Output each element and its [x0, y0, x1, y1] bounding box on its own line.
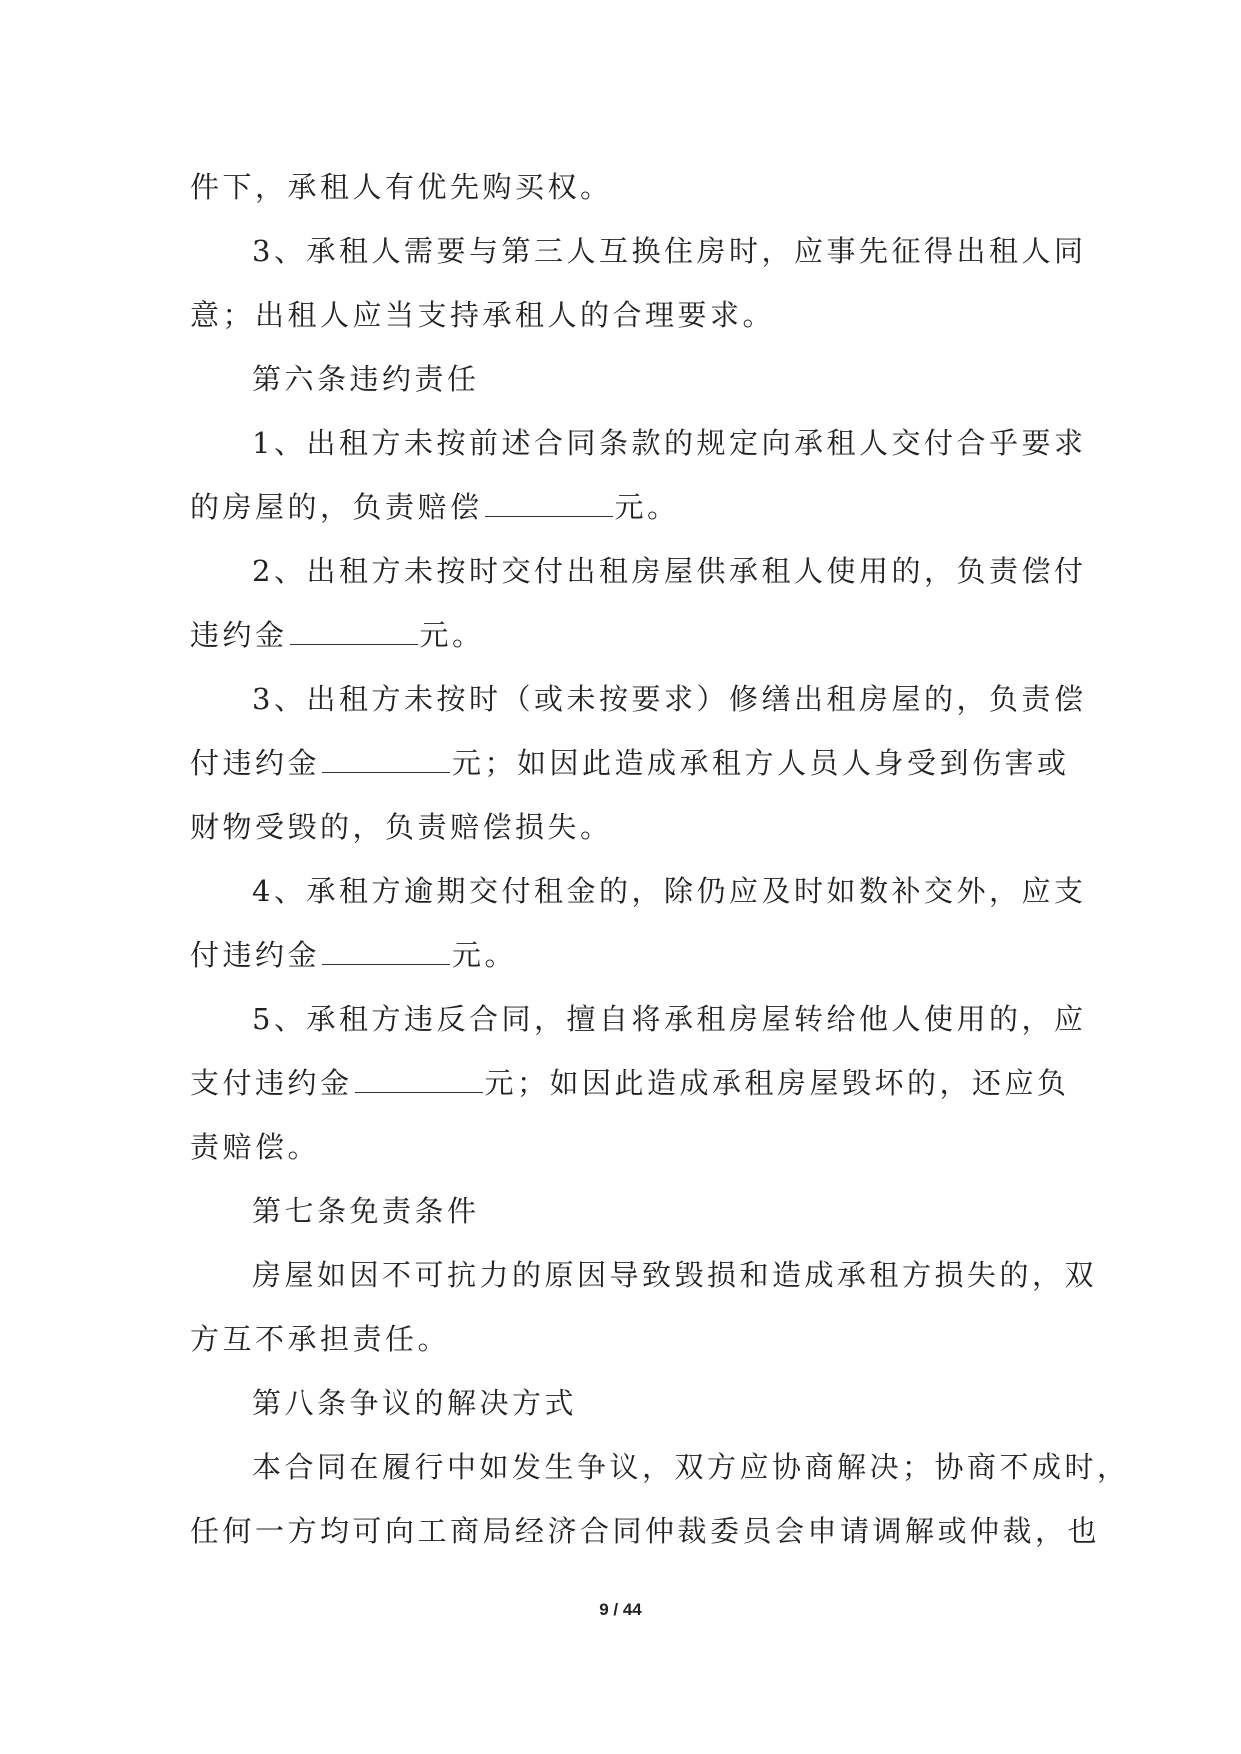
- document-body: [190, 155, 1130, 1563]
- text-line: 财物受毁的，负责赔偿损失。: [190, 810, 613, 844]
- text-segment: 的房屋的，负责赔偿: [190, 490, 483, 524]
- text-line: 件下，承租人有优先购买权。: [190, 170, 613, 204]
- text-line: 责赔偿。: [190, 1130, 321, 1164]
- text-segment: 元。: [452, 938, 518, 972]
- fill-in-blank: [355, 1070, 483, 1093]
- text-line: [190, 923, 1052, 987]
- section-heading: 第七条免责条件: [252, 1194, 480, 1228]
- text-line: 3、承租人需要与第三人互换住房时，应事先征得出租人同: [252, 234, 1087, 268]
- text-line: [190, 475, 1052, 539]
- text-line: 5、承租方违反合同，擅自将承租房屋转给他人使用的，应: [252, 1002, 1087, 1036]
- text-line: 1、出租方未按前述合同条款的规定向承租人交付合乎要求: [252, 426, 1087, 460]
- text-line: 4、承租方逾期交付租金的，除仍应及时如数补交外，应支: [252, 874, 1087, 908]
- page-number: 9 / 44: [599, 1600, 642, 1619]
- text-line: [190, 1051, 1070, 1115]
- fill-in-blank: [485, 494, 613, 517]
- text-segment: 付违约金: [190, 746, 321, 780]
- text-line: 任何一方均可向工商局经济合同仲裁委员会申请调解或仲裁，也: [190, 1514, 1101, 1548]
- text-segment: 元；如因此造成承租房屋毁坏的，还应负: [484, 1066, 1070, 1100]
- text-segment: 支付违约金: [190, 1066, 353, 1100]
- text-line: [190, 731, 1070, 795]
- text-segment: 元。: [614, 490, 680, 524]
- section-heading: 第八条争议的解决方式: [252, 1386, 578, 1420]
- text-segment: 付违约金: [190, 938, 321, 972]
- text-line: 本合同在履行中如发生争议，双方应协商解决；协商不成时，: [252, 1450, 1130, 1484]
- text-line: 意；出租人应当支持承租人的合理要求。: [190, 298, 776, 332]
- text-segment: 元。: [419, 618, 485, 652]
- text-line: 房屋如因不可抗力的原因导致毁损和造成承租方损失的，双: [252, 1258, 1098, 1292]
- fill-in-blank: [322, 750, 450, 773]
- fill-in-blank: [322, 942, 450, 965]
- text-segment: 违约金: [190, 618, 288, 652]
- text-line: 2、出租方未按时交付出租房屋供承租人使用的，负责偿付: [252, 554, 1087, 588]
- text-segment: 元；如因此造成承租方人员人身受到伤害或: [452, 746, 1070, 780]
- section-heading: 第六条违约责任: [252, 362, 480, 396]
- text-line: 3、出租方未按时（或未按要求）修缮出租房屋的，负责偿: [252, 682, 1087, 716]
- text-line: 方互不承担责任。: [190, 1322, 451, 1356]
- fill-in-blank: [290, 622, 418, 645]
- text-line: [190, 603, 1052, 667]
